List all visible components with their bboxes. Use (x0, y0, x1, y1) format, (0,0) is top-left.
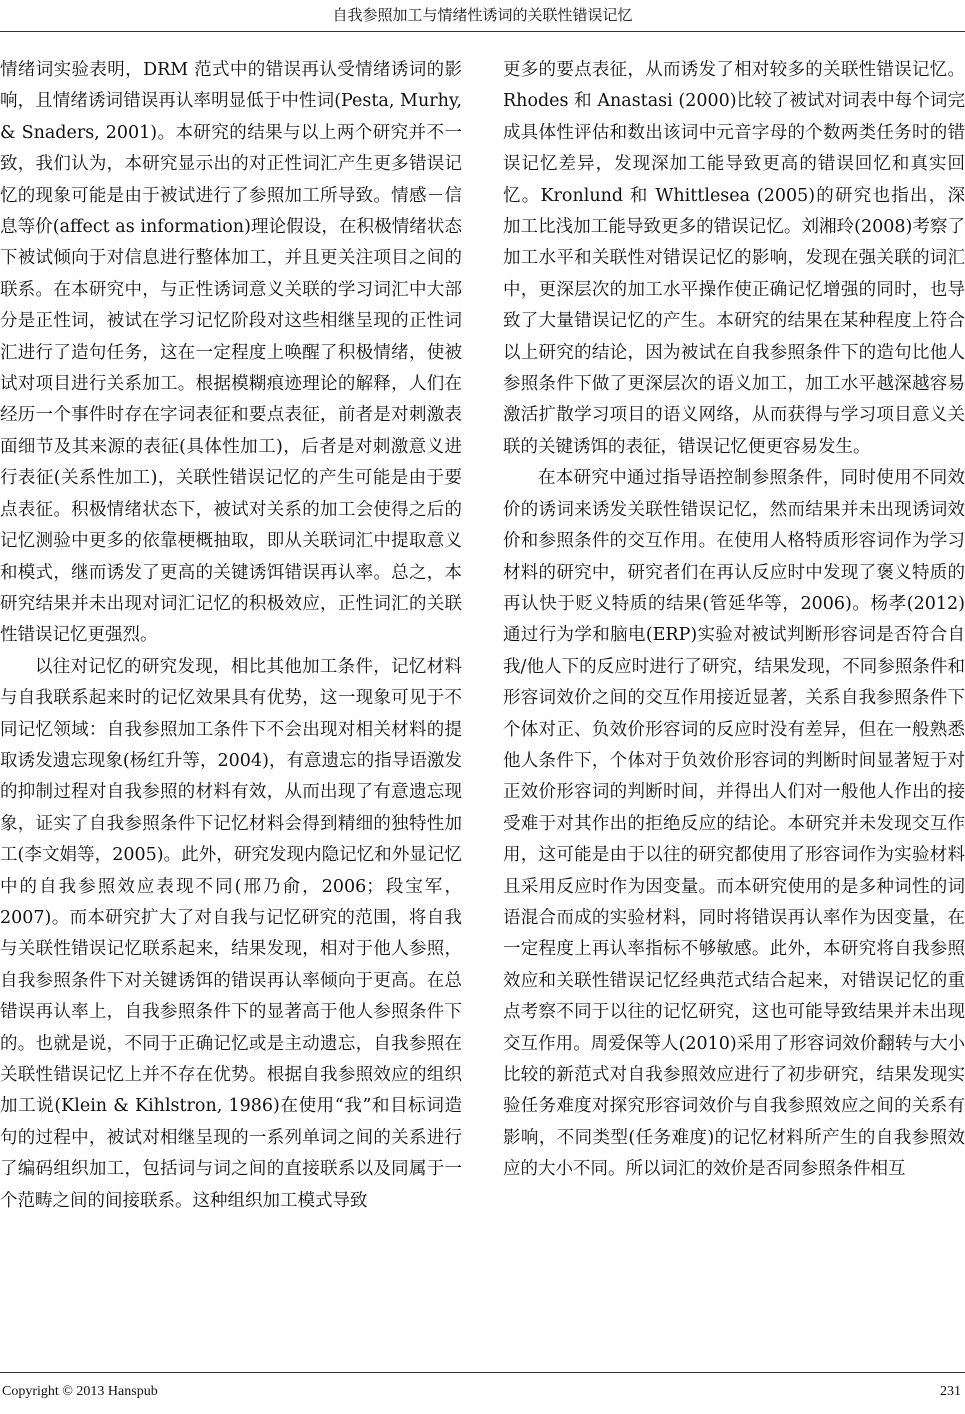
page-number: 231 (940, 1384, 961, 1399)
header-divider (0, 31, 965, 32)
left-paragraph-2: 以往对记忆的研究发现，相比其他加工条件，记忆材料与自我联系起来时的记忆效果具有优势，这一现象可见于不同记忆领域：自我参照加工条件下不会出现对相关材料的提取诱发遗忘现象(杨红升等，2004)，有意遗忘的指导语激发的抑制过程对自我参照的材料有效，从而出现了有意遗忘现象，证实了自我参照条件下记忆材料会得到精细的独特性加工(李文娟等，2005)。此外，研究发现内隐记忆和外显记忆中的自我参照效应表现不同(邢乃俞，2006；段宝军，2007)。而本研究扩大了对自我与记忆研究的范围，将自我与关联性错误记忆联系起来，结果发现，相对于他人参照，自我参照条件下对关键诱饵的错误再认率倾向于更高。在总错误再认率上，自我参照条件下的显著高于他人参照条件下的。也就是说，不同于正确记忆或是主动遗忘，自我参照在关联性错误记忆上并不存在优势。根据自我参照效应的组织加工说(Klein & Kihlstron, 1986)在使用“我”和目标词造句的过程中，被试对相继呈现的一系列单词之间的关系进行了编码组织加工，包括词与词之间的直接联系以及同属于一个范畴之间的间接联系。这种组织加工模式导致 (0, 656, 462, 1211)
copyright-notice: Copyright © 2013 Hanspub (2, 1384, 158, 1399)
right-paragraph-2: 在本研究中通过指导语控制参照条件，同时使用不同效价的诱词来诱发关联性错误记忆，然而结果并未出现诱词效价和参照条件的交互作用。在使用人格特质形容词作为学习材料的研究中，研究者们在再认反应时中发现了褒义特质的再认快于贬义特质的结果(管延华等，2006)。杨孝(2012)通过行为学和脑电(ERP)实验对被试判断形容词是否符合自我/他人下的反应时进行了研究，结果发现，不同参照条件和形容词效价之间的交互作用接近显著，关系自我参照条件下个体对正、负效价形容词的反应时没有差异，但在一般熟悉他人条件下，个体对于负效价形容词的判断时间显著短于对正效价形容词的判断时间，并得出人们对一般他人作出的接受难于对其作出的拒绝反应的结论。本研究并未发现交互作用，这可能是由于以往的研究都使用了形容词作为实验材料且采用反应时作为因变量。而本研究使用的是多种词性的词语混合而成的实验材料，同时将错误再认率作为因变量，在一定程度上再认率指标不够敏感。此外，本研究将自我参照效应和关联性错误记忆经典范式结合起来，对错误记忆的重点考察不同于以往的记忆研究，这也可能导致结果并未出现交互作用。周爱保等人(2010)采用了形容词效价翻转与大小比较的新范式对自我参照效应进行了初步研究，结果发现实验任务难度对探究形容词效价与自我参照效应之间的关系有影响，不同类型(任务难度)的记忆材料所产生的自我参照效应的大小不同。所以词汇的效价是否同参照条件相互 (503, 468, 965, 1180)
right-paragraph-1: 更多的要点表征，从而诱发了相对较多的关联性错误记忆。Rhodes 和 Anastasi (2000)比较了被试对词表中每个词完成具体性评估和数出该词中元音字母的个数两类任务时的错误记忆差异，发现深加工能导致更高的错误回忆和真实回忆。Kronlund 和 Whittlesea (2005)的研究也指出，深加工比浅加工能导致更多的错误记忆。刘湘玲(2008)考察了加工水平和关联性对错误记忆的影响，发现在强关联的词汇中，更深层次的加工水平操作使正确记忆增强的同时，也导致了大量错误记忆的产生。本研究的结果在某种程度上符合以上研究的结论，因为被试在自我参照条件下的造句比他人参照条件下做了更深层次的语义加工，加工水平越深越容易激活扩散学习项目的语义网络，从而获得与学习项目意义关联的关键诱饵的表征，错误记忆便更容易发生。 (503, 60, 965, 457)
left-paragraph-1: 情绪词实验表明，DRM 范式中的错误再认受情绪诱词的影响，且情绪诱词错误再认率明显低于中性词(Pesta, Murhy, & Snaders, 2001)。本研究的结果与以上两个研究并不一致，我们认为，本研究显示出的对正性词汇产生更多错误记忆的现象可能是由于被试进行了参照加工所导致。情感－信息等价(affect as information)理论假设，在积极情绪状态下被试倾向于对信息进行整体加工，并且更关注项目之间的联系。在本研究中，与正性诱词意义关联的学习词汇中大部分是正性词，被试在学习记忆阶段对这些相继呈现的正性词汇进行了造句任务，这在一定程度上唤醒了积极情绪，使被试对项目进行关系加工。根据模糊痕迹理论的解释，人们在经历一个事件时存在字词表征和要点表征，前者是对刺激表面细节及其来源的表征(具体性加工)，后者是对刺激意义进行表征(关系性加工)，关联性错误记忆的产生可能是由于要点表征。积极情绪状态下，被试对关系的加工会使得之后的记忆测验中更多的依靠梗概抽取，即从关联词汇中提取意义和模式，继而诱发了更高的关键诱饵错误再认率。总之，本研究结果并未出现对词汇记忆的积极效应，正性词汇的关联性错误记忆更强烈。 (0, 60, 462, 646)
right-column (503, 55, 965, 1186)
running-header: 自我参照加工与情绪性诱词的关联性错误记忆 (332, 6, 633, 24)
left-column (0, 55, 462, 1217)
footer-divider (0, 1372, 965, 1373)
